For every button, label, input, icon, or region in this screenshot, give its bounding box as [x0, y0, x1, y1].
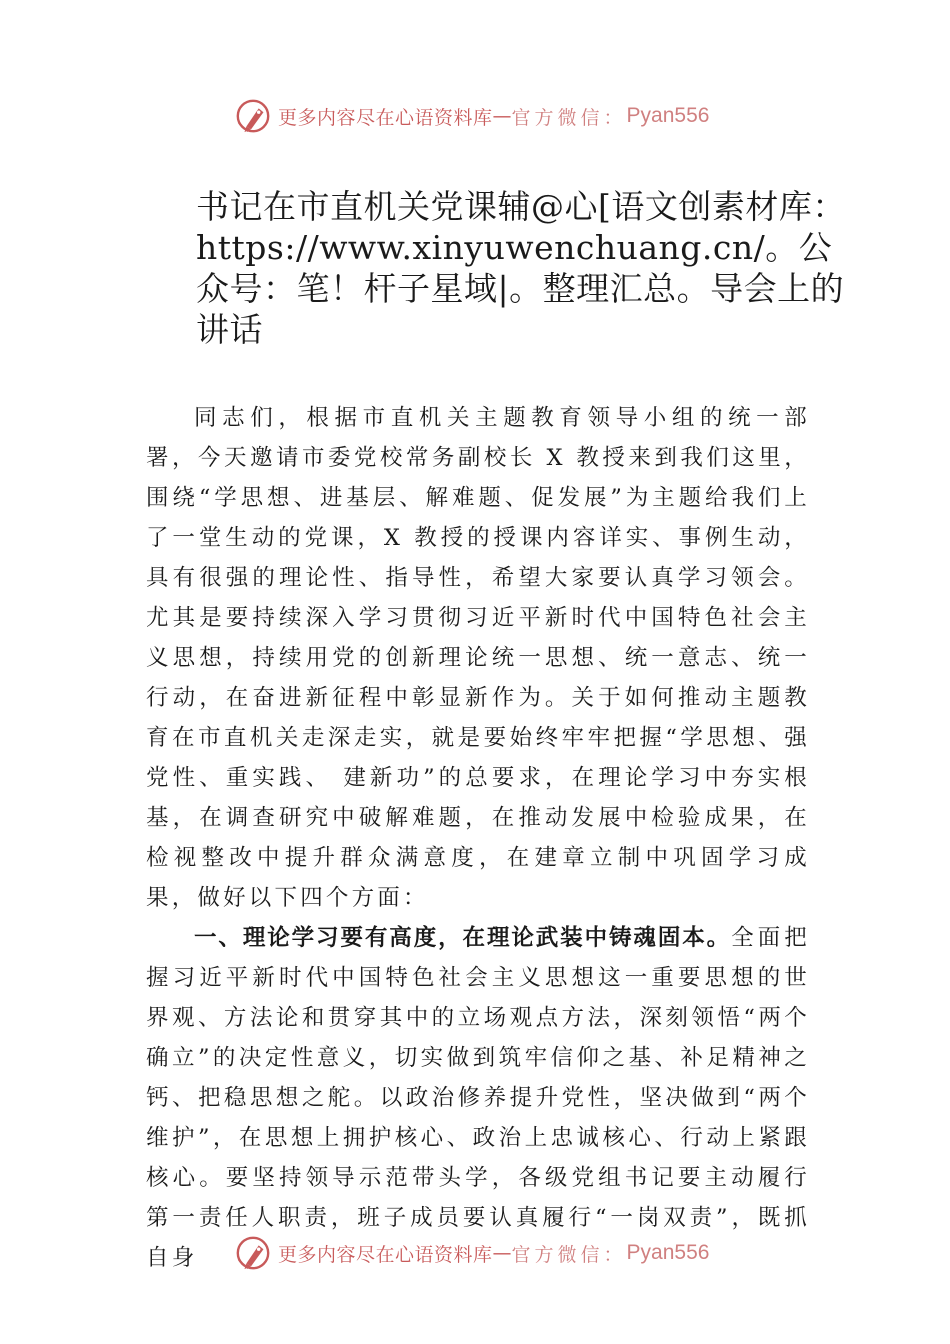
- banner-slogan: 更多内容尽在心语资料库: [278, 106, 493, 129]
- banner-dash: —: [492, 1242, 512, 1264]
- pen-nib-logo-icon: [234, 1234, 272, 1272]
- paragraph-section-one: [146, 918, 810, 1278]
- banner-wechat-id: Pyan556: [626, 1241, 710, 1264]
- footer-banner: [234, 1233, 709, 1273]
- banner-wechat-label: 官方微信：: [511, 106, 627, 129]
- section-heading: 一、理论学习要有高度，在理论武装中铸魂固本。: [194, 925, 732, 951]
- document-title: 书记在市直机关党课辅@心[语文创素材库：https://www.xinyuwenchuang.cn/。公众号：笔！杆子星域|。整理汇总。导会上的讲话: [196, 187, 846, 349]
- banner-wechat-label: 官方微信：: [511, 1243, 627, 1266]
- banner-wechat-id: Pyan556: [626, 104, 710, 127]
- pen-nib-logo-icon: [234, 97, 272, 135]
- banner-dash: —: [492, 105, 512, 127]
- paragraph-intro: [146, 398, 810, 918]
- paragraph-text: 全面把握习近平新时代中国特色社会主义思想这一重要思想的世界观、方法论和贯穿其中的立场观点方法，深刻领悟“两个确立”的决定性意义，切实做到筑牢信仰之基、补足精神之钙、把稳思想之舵。以政治修养提升党性，坚决做到“两个维护”，在思想上拥护核心、政治上忠诚核心、行动上紧跟核心。要坚持领导示范带头学，各级党组书记要主动履行第一责任人职责，班子成员要认真履行“一岗双责”，既抓自身: [146, 925, 810, 1271]
- paragraph-text: 同志们，根据市直机关主题教育领导小组的统一部署，今天邀请市委党校常务副校长 X 教授来到我们这里，围绕“学思想、进基层、解难题、促发展”为主题给我们上了一堂生动的党课，X 教授的授课内容详实、事例生动，具有很强的理论性、指导性，希望大家要认真学习领会。尤其是要持续深入学习贯彻习近平新时代中国特色社会主义思想，持续用党的创新理论统一思想、统一意志、统一行动，在奋进新征程中彰显新作为。关于如何推动主题教育在市直机关走深走实，就是要始终牢牢把握“学思想、强党性、重实践、 建新功”的总要求，在理论学习中夯实根基，在调查研究中破解难题，在推动发展中检验成果，在检视整改中提升群众满意度，在建章立制中巩固学习成果，做好以下四个方面：: [146, 405, 810, 911]
- header-banner: [234, 96, 709, 136]
- banner-slogan: 更多内容尽在心语资料库: [278, 1243, 493, 1266]
- document-body: [146, 398, 810, 1278]
